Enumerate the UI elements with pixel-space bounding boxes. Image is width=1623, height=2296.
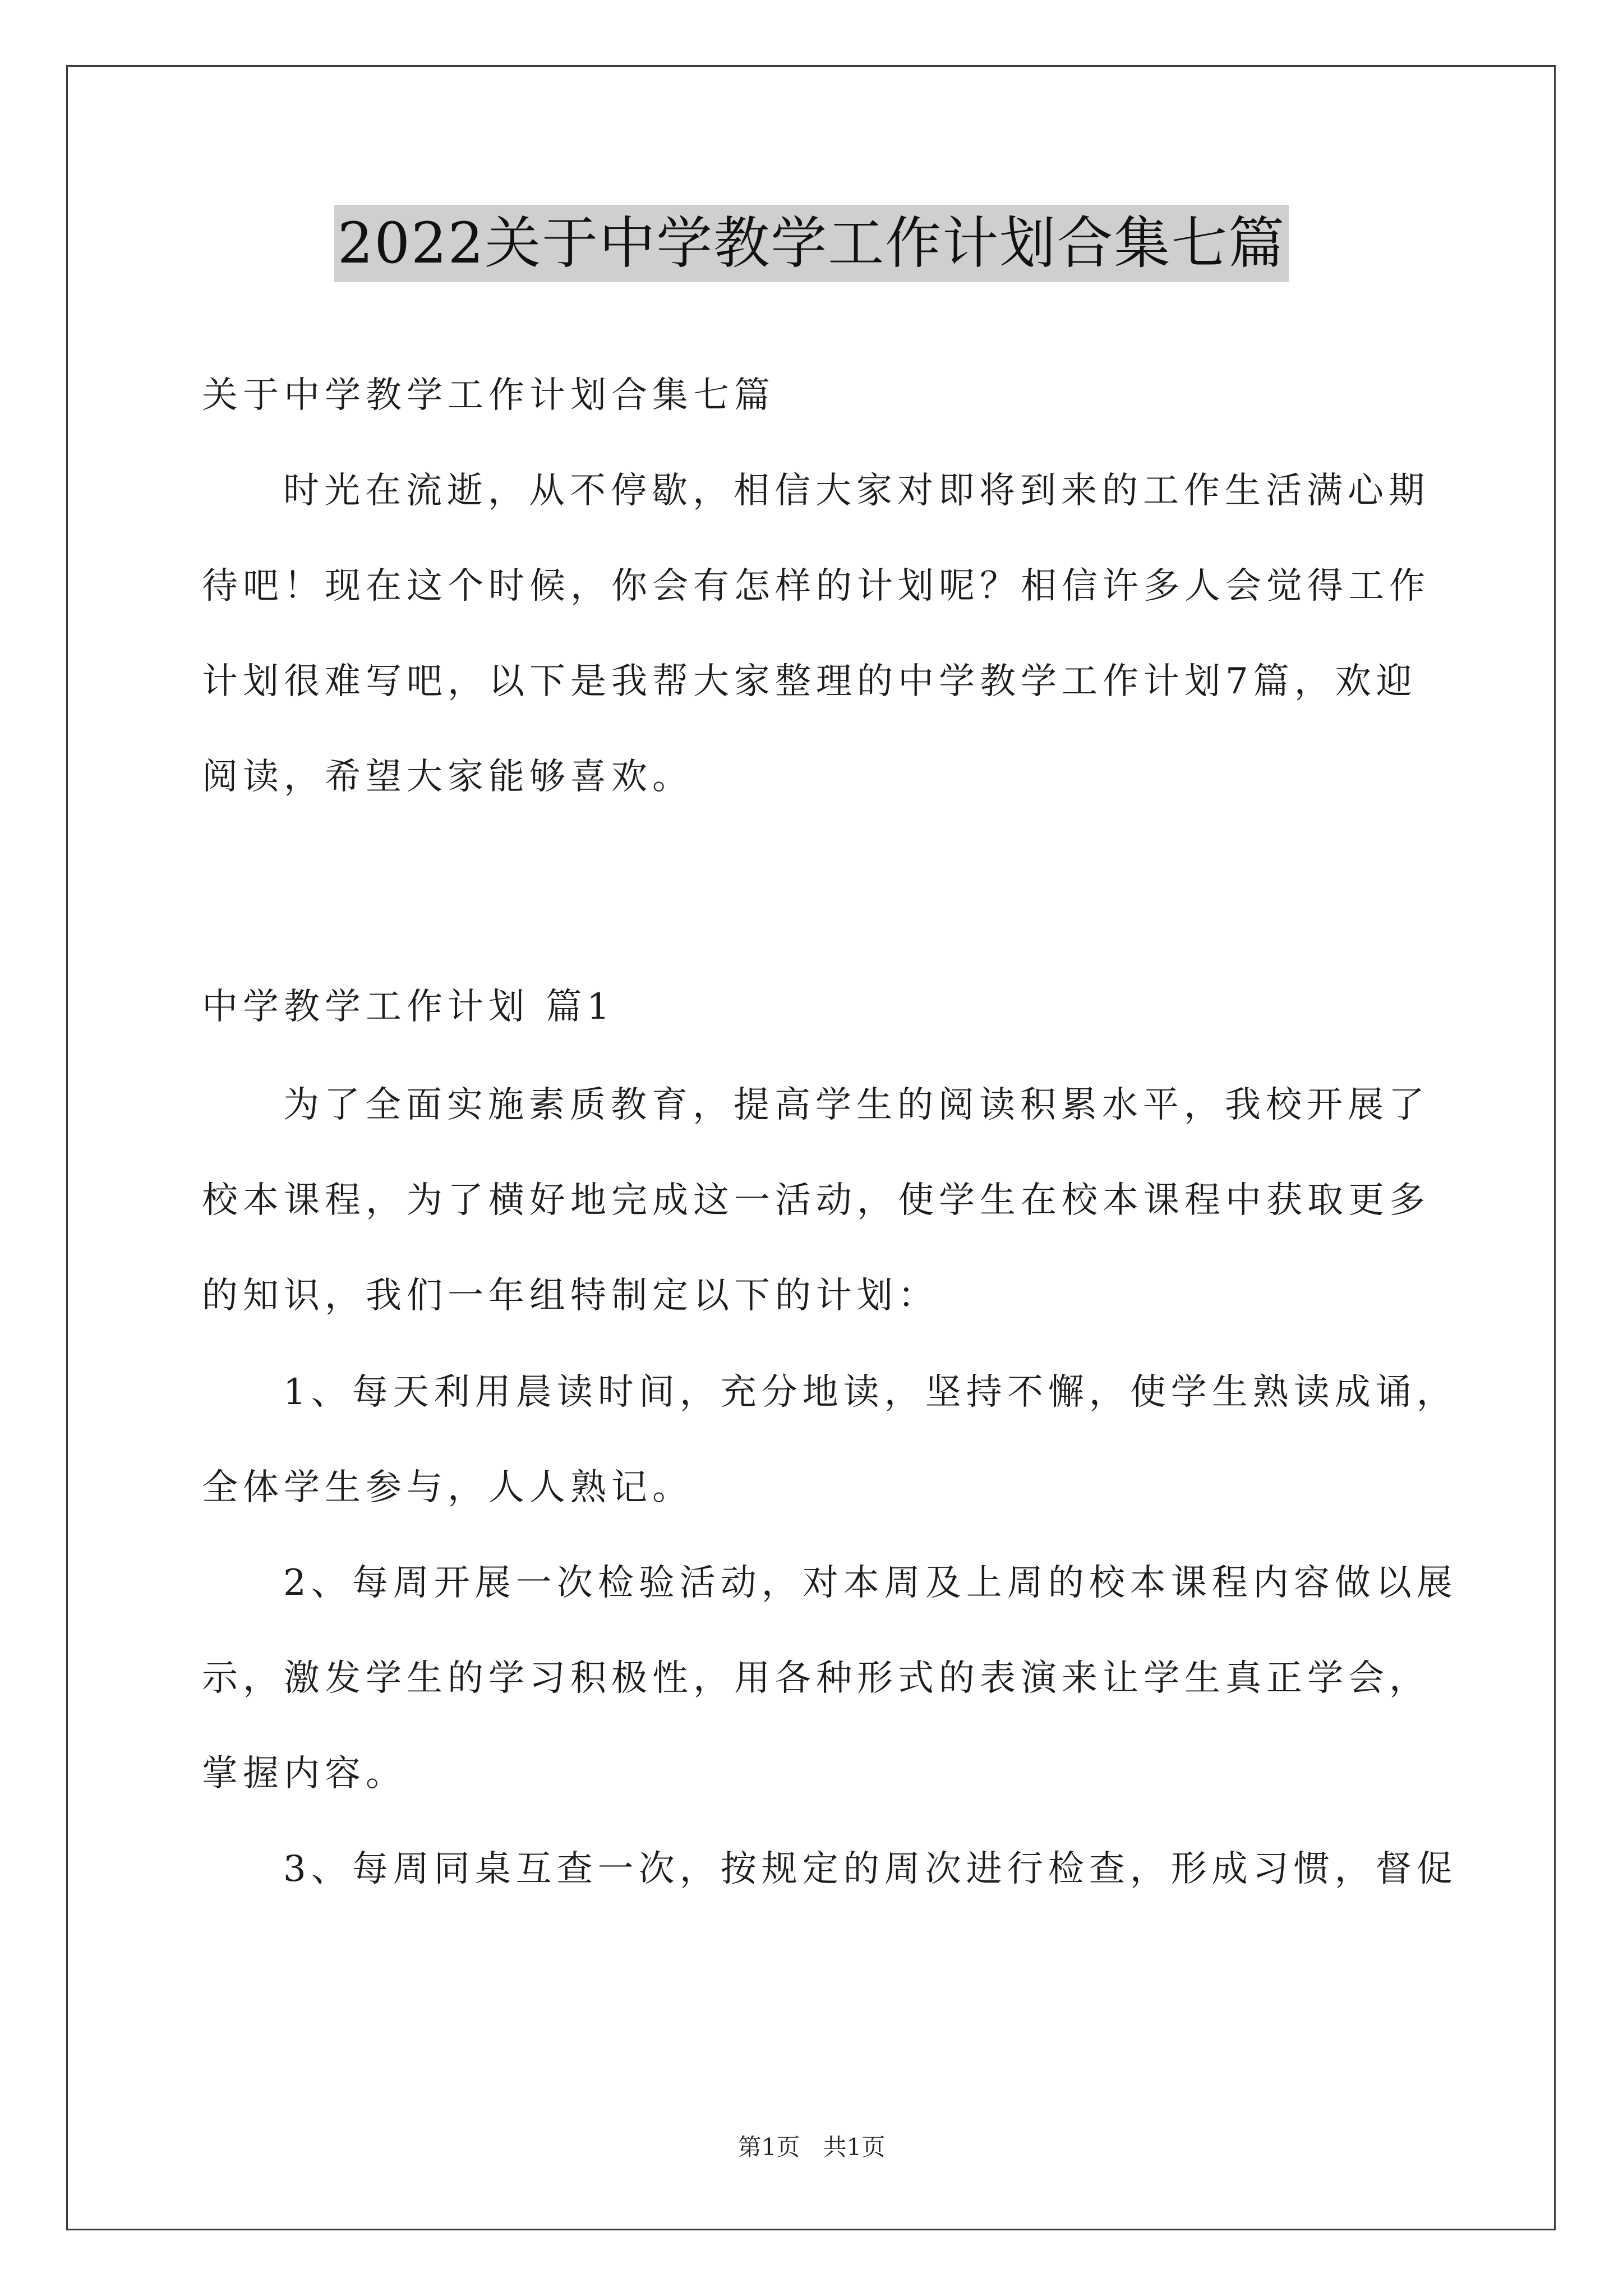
section-line: 1、每天利用晨读时间，充分地读，坚持不懈，使学生熟读成诵， [283,1372,1458,1413]
page-total-label: 共1页 [823,2133,886,2161]
page-number-label: 第1页 [737,2133,800,2161]
section-line: 的知识，我们一年组特制定以下的计划： [202,1275,939,1317]
intro-line: 计划很难写吧，以下是我帮大家整理的中学教学工作计划7篇，欢迎 [202,661,1417,702]
section-line: 3、每周同桌互查一次，按规定的周次进行检查，形成习惯，督促 [283,1848,1458,1890]
document-title-container [0,205,1623,282]
section-line: 示，激发学生的学习积极性，用各种形式的表演来让学生真正学会， [202,1658,1430,1699]
intro-line: 待吧！现在这个时候，你会有怎样的计划呢？相信许多人会觉得工作 [202,565,1430,607]
intro-line: 阅读，希望大家能够喜欢。 [202,756,693,798]
section-line: 全体学生参与，人人熟记。 [202,1467,693,1508]
section-heading: 中学教学工作计划 篇1 [202,986,615,1028]
section-line: 校本课程，为了横好地完成这一活动，使学生在校本课程中获取更多 [202,1180,1430,1221]
intro-line: 时光在流逝，从不停歇，相信大家对即将到来的工作生活满心期 [283,470,1430,512]
section-line: 掌握内容。 [202,1753,407,1795]
page-footer [0,2129,1623,2162]
document-subtitle: 关于中学教学工作计划合集七篇 [202,375,775,416]
document-title: 2022关于中学教学工作计划合集七篇 [334,205,1289,282]
section-line: 2、每周开展一次检验活动，对本周及上周的校本课程内容做以展 [283,1562,1458,1604]
section-line: 为了全面实施素质教育，提高学生的阅读积累水平，我校开展了 [283,1084,1430,1126]
